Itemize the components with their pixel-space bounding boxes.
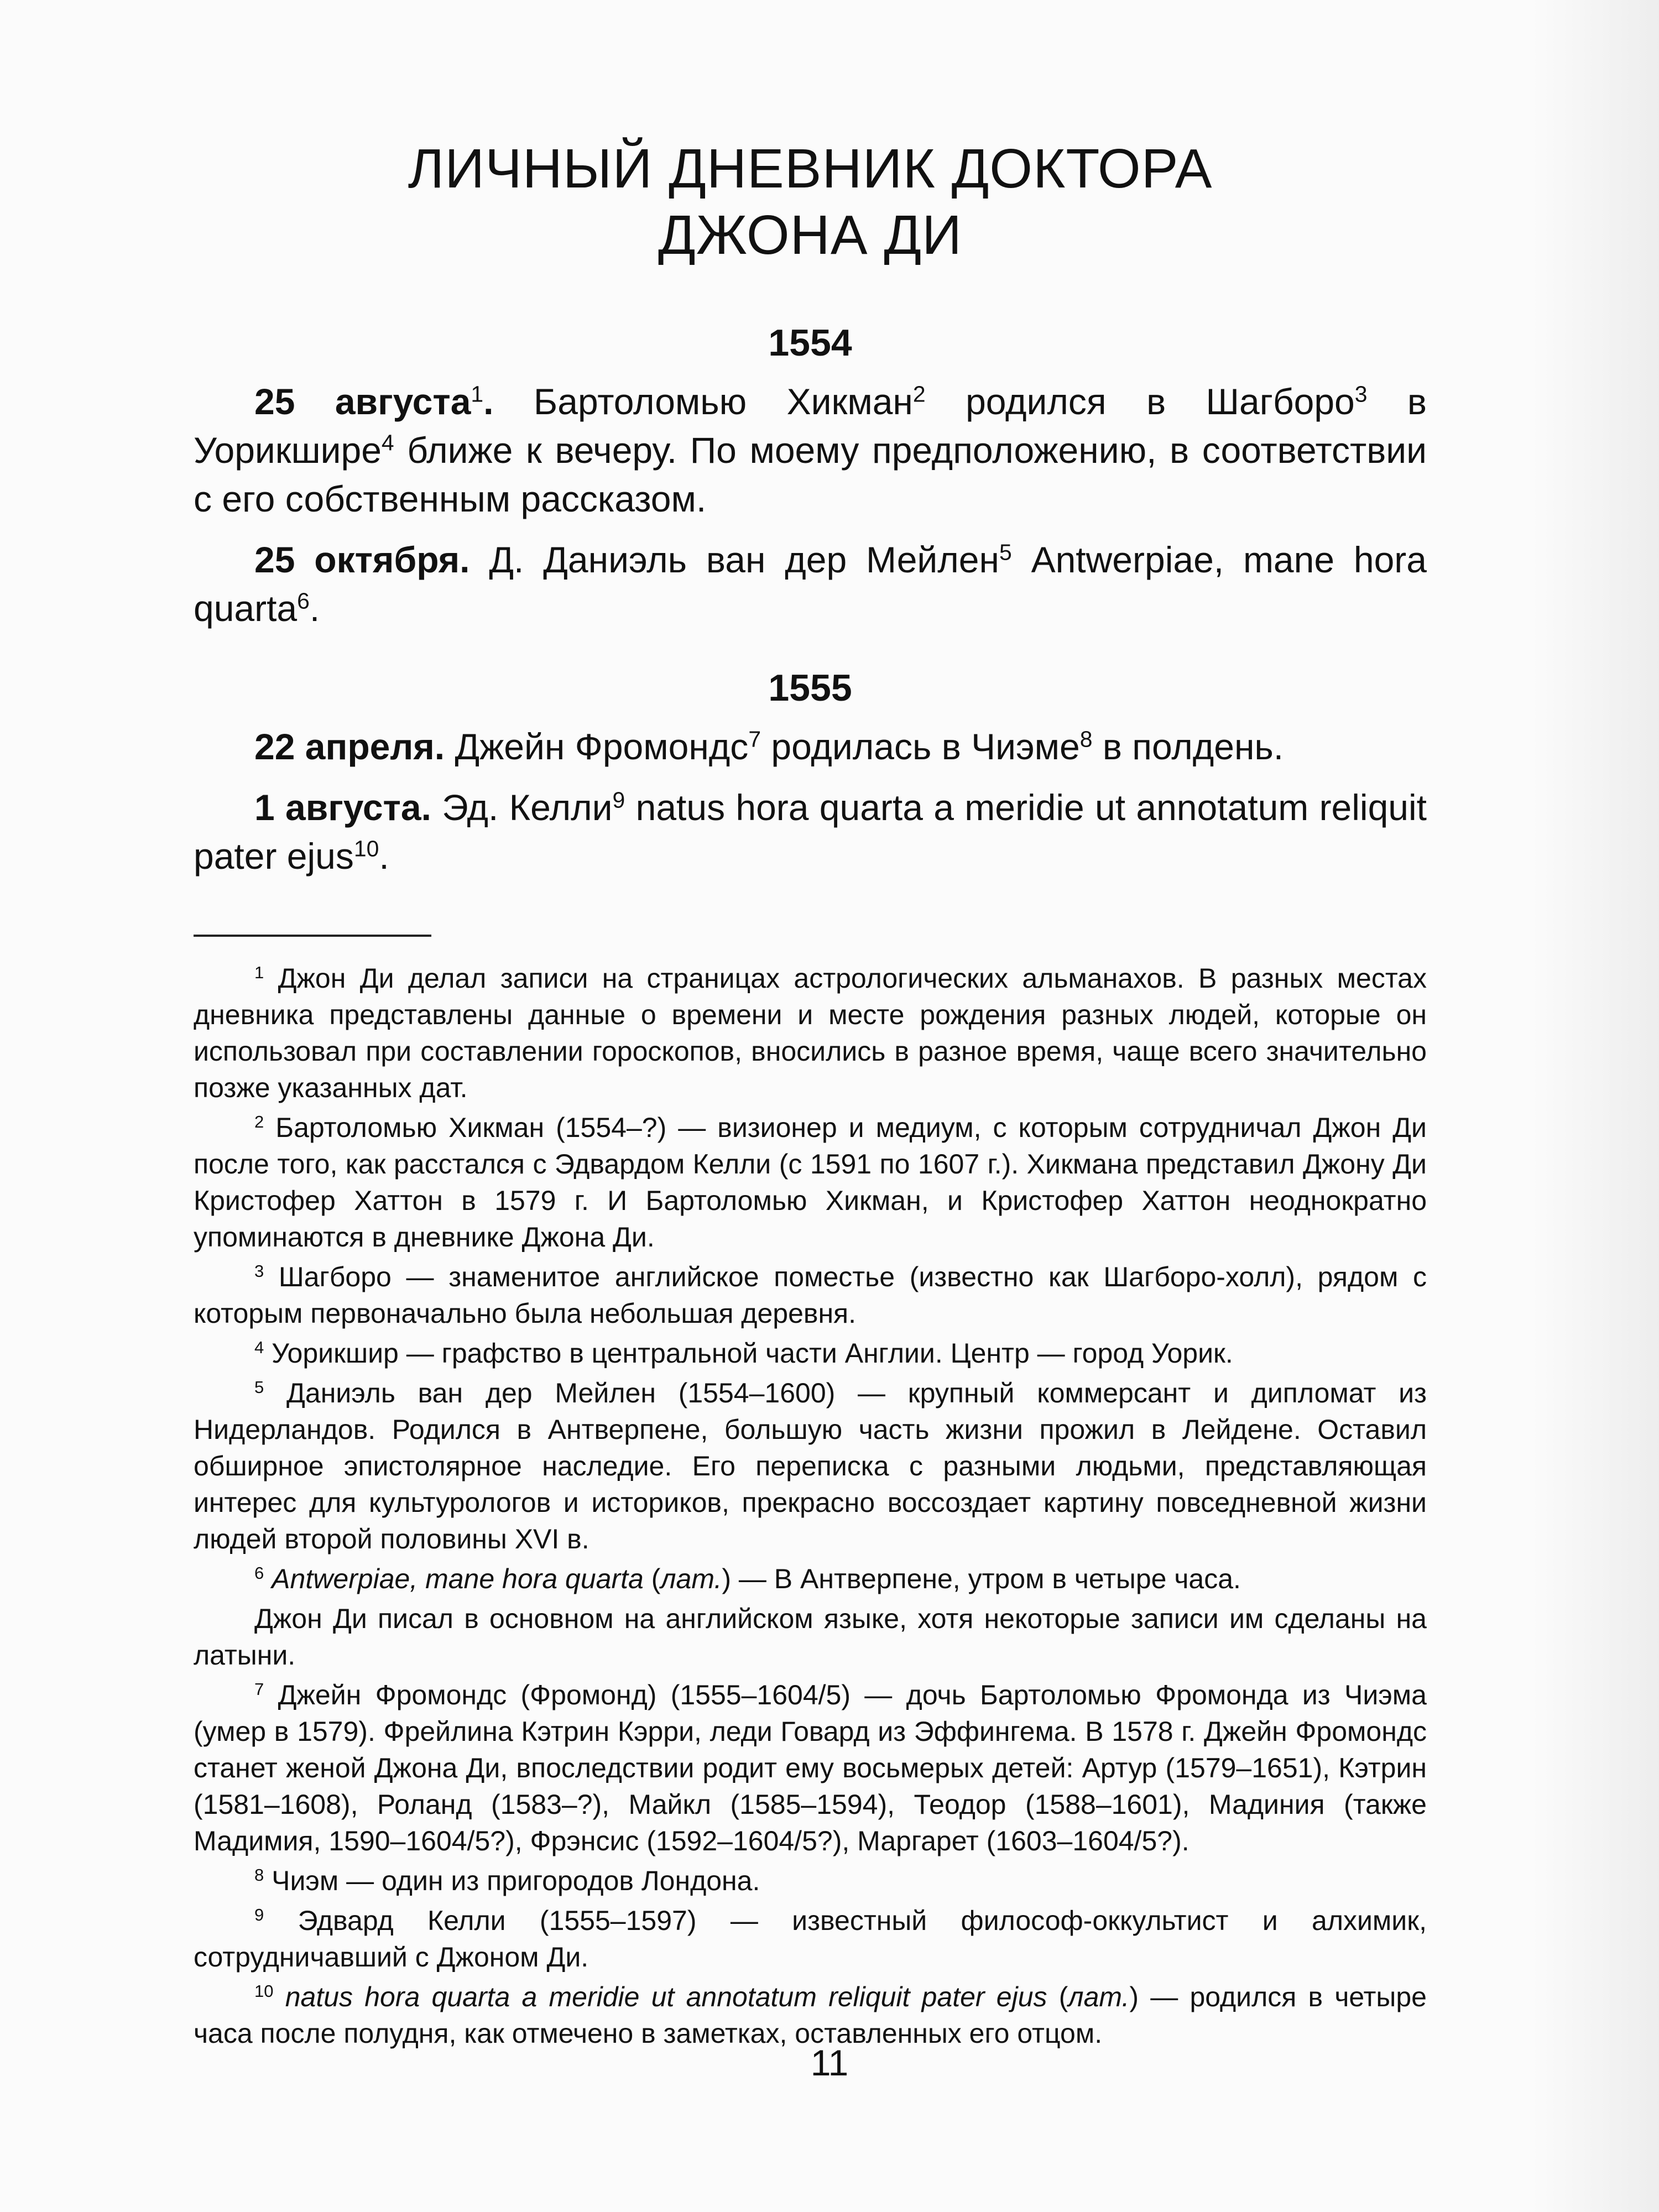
- footnote: [194, 1863, 1427, 1899]
- footnote: [194, 1677, 1427, 1859]
- entry-text: в полдень.: [1092, 726, 1284, 767]
- footnote-text: Эдвард Келли (1555–1597) — известный философ-оккультист и алхимик, сотрудничавший с Джоном Ди.: [194, 1905, 1427, 1973]
- footnote-ref: 6: [297, 588, 310, 614]
- footnote: [194, 1902, 1427, 1975]
- footnote-ref: 9: [612, 787, 625, 813]
- footnote-ref: 3: [1354, 381, 1368, 407]
- footnote: [194, 1109, 1427, 1255]
- footnotes: [194, 960, 1427, 2052]
- footnote-number: 6: [254, 1563, 264, 1583]
- footnote-number: 1: [254, 962, 264, 982]
- footnote-latin-term: natus hora quarta a meridie ut annotatum reliquit pater ejus: [285, 1981, 1047, 2012]
- footnote-ref: 5: [999, 539, 1012, 565]
- footnote-language-tag: лат.: [660, 1563, 722, 1594]
- footnote-number: 7: [254, 1679, 264, 1699]
- footnote: [194, 960, 1427, 1106]
- footnote-number: 10: [254, 1981, 274, 2001]
- diary-entry: [194, 377, 1427, 523]
- year-heading-1554: 1554: [768, 322, 852, 364]
- entry-text: Бартоломью Хикман: [493, 381, 913, 422]
- title-line-1: ЛИЧНЫЙ ДНЕВНИК ДОКТОРА: [408, 138, 1213, 200]
- footnote: [194, 1335, 1427, 1371]
- footnote-text: Джон Ди делал записи на страницах астрологических альманахов. В разных местах дневника представлены данные о времени и месте рождения разных людей, которые он использовал при составлении гороскопов, вносились в разное время, чаще всего значительно позже указанных дат.: [194, 963, 1427, 1103]
- footnote-number: 9: [254, 1905, 264, 1924]
- footnote-text: Джон Ди писал в основном на английском языке, хотя некоторые записи им сделаны на латыни.: [194, 1603, 1427, 1671]
- page-title: [194, 0, 1427, 268]
- entry-date: 1 августа.: [254, 787, 431, 828]
- entry-text: Д. Даниэль ван дер Мейлен: [469, 539, 999, 580]
- footnote-text: Чиэм — один из пригородов Лондона.: [264, 1865, 760, 1896]
- footnote-ref: 2: [912, 381, 926, 407]
- entry-date: 22 апреля.: [254, 726, 445, 767]
- entry-text: natus hora quarta a meridie ut annotatum reliquit pater ejus: [194, 787, 1427, 877]
- entry-text: Эд. Келли: [431, 787, 613, 828]
- footnote: [194, 1561, 1427, 1597]
- footnote-text: (: [1047, 1981, 1068, 2012]
- text-block: [194, 0, 1427, 2055]
- diary-entry: [194, 722, 1427, 771]
- footnote-text: Шагборо — знаменитое английское поместье (известно как Шагборо-холл), рядом с которым первоначально была небольшая деревня.: [194, 1261, 1427, 1329]
- footnote-number: 2: [254, 1112, 264, 1131]
- footnote-ref: 10: [353, 836, 379, 862]
- entry-text: Antwerpiae, mane hora quarta: [194, 539, 1427, 629]
- title-line-2: ДЖОНА ДИ: [658, 204, 962, 266]
- entry-date-period: .: [483, 381, 494, 422]
- entry-text: родился в Шагборо: [925, 381, 1355, 422]
- entry-text: .: [379, 836, 389, 877]
- entry-date: 25 октября.: [254, 539, 470, 580]
- footnote-text: Уорикшир — графство в центральной части Англии. Центр — город Уорик.: [264, 1338, 1233, 1369]
- footnote-language-tag: лат.: [1068, 1981, 1130, 2012]
- footnote-text: Даниэль ван дер Мейлен (1554–1600) — крупный коммерсант и дипломат из Нидерландов. Родился в Антверпене, большую часть жизни прожил в Лейдене. Оставил обширное эпистолярное наследие. Его переписка с разными людьми, представляющая интерес для культурологов и историков, прекрасно воссоздает картину повседневной жизни людей второй половины XVI в.: [194, 1378, 1427, 1554]
- footnote-ref: 4: [381, 430, 394, 456]
- footnote-number: 5: [254, 1377, 264, 1397]
- entry-text: .: [309, 588, 320, 629]
- diary-entry: [194, 783, 1427, 880]
- entry-text: родилась в Чиэме: [761, 726, 1080, 767]
- footnote: [194, 1259, 1427, 1332]
- entry-date: 25 августа: [254, 381, 471, 422]
- entry-text: в Уорикшире: [194, 381, 1427, 471]
- footnote-separator: [194, 935, 431, 937]
- footnote-latin-term: Antwerpiae, mane hora quarta: [272, 1563, 644, 1594]
- entry-text: ближе к вечеру. По моему предположению, в соответствии с его собственным рассказом.: [194, 430, 1427, 519]
- page-edge-shadow: [1532, 0, 1659, 2212]
- footnote-ref: 8: [1079, 726, 1093, 752]
- page-number: 11: [810, 2042, 849, 2083]
- footnote-continuation: [194, 1600, 1427, 1673]
- footnote-text: (: [643, 1563, 661, 1594]
- footnote-ref: 1: [471, 381, 484, 407]
- footnote-text: ) — В Антверпене, утром в четыре часа.: [722, 1563, 1241, 1594]
- entry-text: Джейн Фромондс: [445, 726, 749, 767]
- footnote: [194, 1375, 1427, 1557]
- diary-entry: [194, 535, 1427, 633]
- year-heading-1555: 1555: [768, 667, 852, 709]
- footnote-ref: 7: [748, 726, 761, 752]
- footnote-text: Джейн Фромондс (Фромонд) (1555–1604/5) — дочь Бартоломью Фромонда из Чиэма (умер в 1579). Фрейлина Кэтрин Кэрри, леди Говард из Эффингема. В 1578 г. Джейн Фромондс станет женой Джона Ди, впоследствии родит ему восьмерых детей: Артур (1579–1651), Кэтрин (1581–1608), Роланд (1583–?), Майкл (1585–1594), Теодор (1588–1601), Мадиния (также Мадимия, 1590–1604/5?), Фрэнсис (1592–1604/5?), Маргарет (1603–1604/5?).: [194, 1679, 1427, 1856]
- footnote-number: 3: [254, 1261, 264, 1281]
- footnote-text: ) — родился в четыре часа после полудня, как отмечено в заметках, оставленных его отцом.: [194, 1981, 1427, 2049]
- footnote-number: 4: [254, 1337, 264, 1357]
- footnote-number: 8: [254, 1865, 264, 1885]
- footnote-text: Бартоломью Хикман (1554–?) — визионер и медиум, с которым сотрудничал Джон Ди после того, как расстался с Эдвардом Келли (с 1591 по 1607 г.). Хикмана представил Джону Ди Кристофер Хаттон в 1579 г. И Бартоломью Хикман, и Кристофер Хаттон неоднократно упоминаются в дневнике Джона Ди.: [194, 1112, 1427, 1253]
